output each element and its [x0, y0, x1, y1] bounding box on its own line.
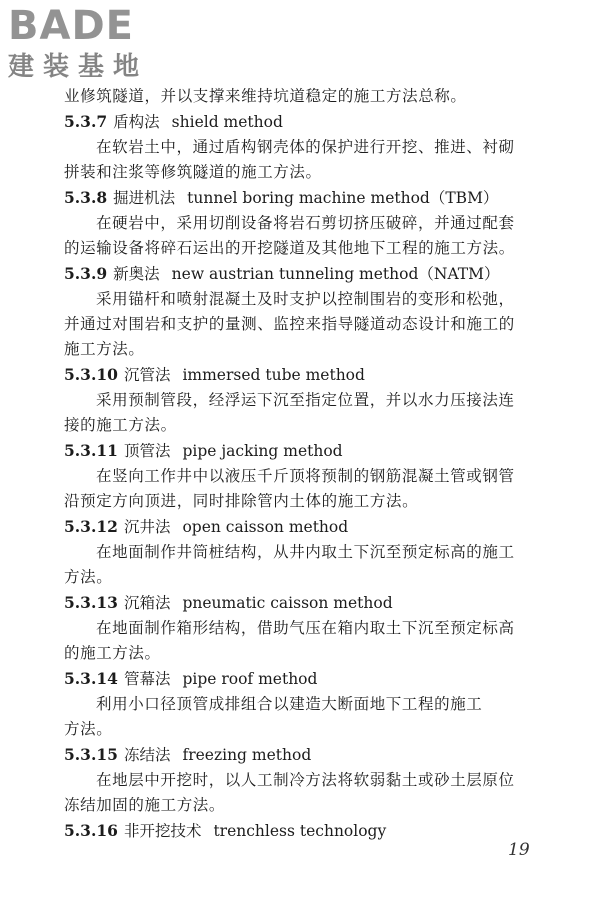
term-chinese: 新奥法 — [113, 265, 160, 283]
definition-line: 在软岩土中，通过盾构钢壳体的保护进行开挖、推进、衬砌 — [96, 138, 515, 156]
definition-line: 并通过对围岩和支护的量测、监控来指导隧道动态设计和施工的 — [64, 315, 515, 333]
definition-line: 在竖向工作井中以液压千斤顶将预制的钢筋混凝土管或钢管 — [96, 467, 515, 485]
definition-line: 拼装和注浆等修筑隧道的施工方法。 — [64, 163, 322, 181]
term-english: immersed tube method — [182, 366, 365, 384]
term-heading — [64, 362, 552, 388]
term-english: shield method — [171, 113, 283, 131]
term-chinese: 冻结法 — [123, 746, 171, 764]
clause-number: 5.3.9 — [64, 264, 108, 283]
clause-number: 5.3.16 — [64, 821, 118, 840]
definition-line: 采用锚杆和喷射混凝土及时支护以控制围岩的变形和松弛， — [96, 290, 515, 308]
definition-line: 沿预定方向顶进，同时排除管内土体的施工方法。 — [64, 492, 419, 510]
clause-number: 5.3.15 — [64, 745, 118, 764]
definition-line: 方法。 — [64, 568, 113, 586]
term-heading — [64, 666, 552, 692]
term-english: trenchless technology — [213, 822, 387, 840]
definition-line: 在硬岩中，采用切削设备将岩石剪切挤压破碎，并通过配套 — [96, 214, 515, 232]
clause-number: 5.3.7 — [64, 112, 108, 131]
logo-subtitle: 建装基地 — [8, 52, 149, 82]
term-heading — [64, 438, 552, 464]
clause-number: 5.3.8 — [64, 188, 108, 207]
term-heading — [64, 261, 552, 287]
definition-line: 在地面制作箱形结构，借助气压在箱内取土下沉至预定标高 — [96, 619, 515, 637]
clause-number: 5.3.12 — [64, 517, 118, 536]
clause-number: 5.3.11 — [64, 441, 118, 460]
term-chinese: 沉箱法 — [123, 594, 171, 612]
definition-line: 在地层中开挖时，以人工制冷方法将软弱黏土或砂土层原位 — [96, 771, 515, 789]
definition-line: 采用预制管段，经浮运下沉至指定位置，并以水力压接法连 — [96, 391, 515, 409]
term-chinese: 管幕法 — [123, 670, 171, 688]
definition-line: 施工方法。 — [64, 340, 145, 358]
term-heading — [64, 818, 552, 844]
term-english: pneumatic caisson method — [182, 594, 393, 612]
page-content — [64, 84, 552, 844]
term-chinese: 掘进机法 — [113, 189, 176, 207]
term-chinese: 盾构法 — [113, 113, 160, 131]
definition-line: 的施工方法。 — [64, 644, 161, 662]
definition-line: 的运输设备将碎石运出的开挖隧道及其他地下工程的施工方法。 — [64, 239, 515, 257]
term-english: freezing method — [182, 746, 312, 764]
term-heading — [64, 109, 552, 135]
term-english: open caisson method — [182, 518, 349, 536]
term-chinese: 沉井法 — [123, 518, 171, 536]
clause-number: 5.3.13 — [64, 593, 118, 612]
definition-line: 方法。 — [64, 720, 113, 738]
term-english: tunnel boring machine method（TBM） — [187, 189, 499, 207]
term-heading — [64, 742, 552, 768]
definition-line: 冻结加固的施工方法。 — [64, 796, 226, 814]
clause-number: 5.3.14 — [64, 669, 118, 688]
watermark-logo — [8, 4, 178, 88]
term-heading — [64, 514, 552, 540]
term-heading — [64, 185, 552, 211]
term-heading — [64, 590, 552, 616]
definition-line: 利用小口径顶管成排组合以建造大断面地下工程的施工 — [96, 695, 483, 713]
page-number: 19 — [508, 840, 530, 860]
term-sections — [64, 109, 552, 844]
term-english: pipe jacking method — [182, 442, 343, 460]
logo-wordmark: BADE — [8, 3, 134, 49]
term-chinese: 沉管法 — [123, 366, 171, 384]
clause-number: 5.3.10 — [64, 365, 118, 384]
definition-line: 在地面制作井筒桩结构，从井内取土下沉至预定标高的施工 — [96, 543, 515, 561]
term-english: new austrian tunneling method（NATM） — [171, 265, 500, 283]
term-english: pipe roof method — [182, 670, 318, 688]
term-chinese: 顶管法 — [123, 442, 171, 460]
definition-line: 接的施工方法。 — [64, 416, 177, 434]
continued-paragraph: 业修筑隧道，并以支撑来维持坑道稳定的施工方法总称。 — [64, 87, 467, 105]
term-chinese: 非开挖技术 — [123, 822, 202, 840]
